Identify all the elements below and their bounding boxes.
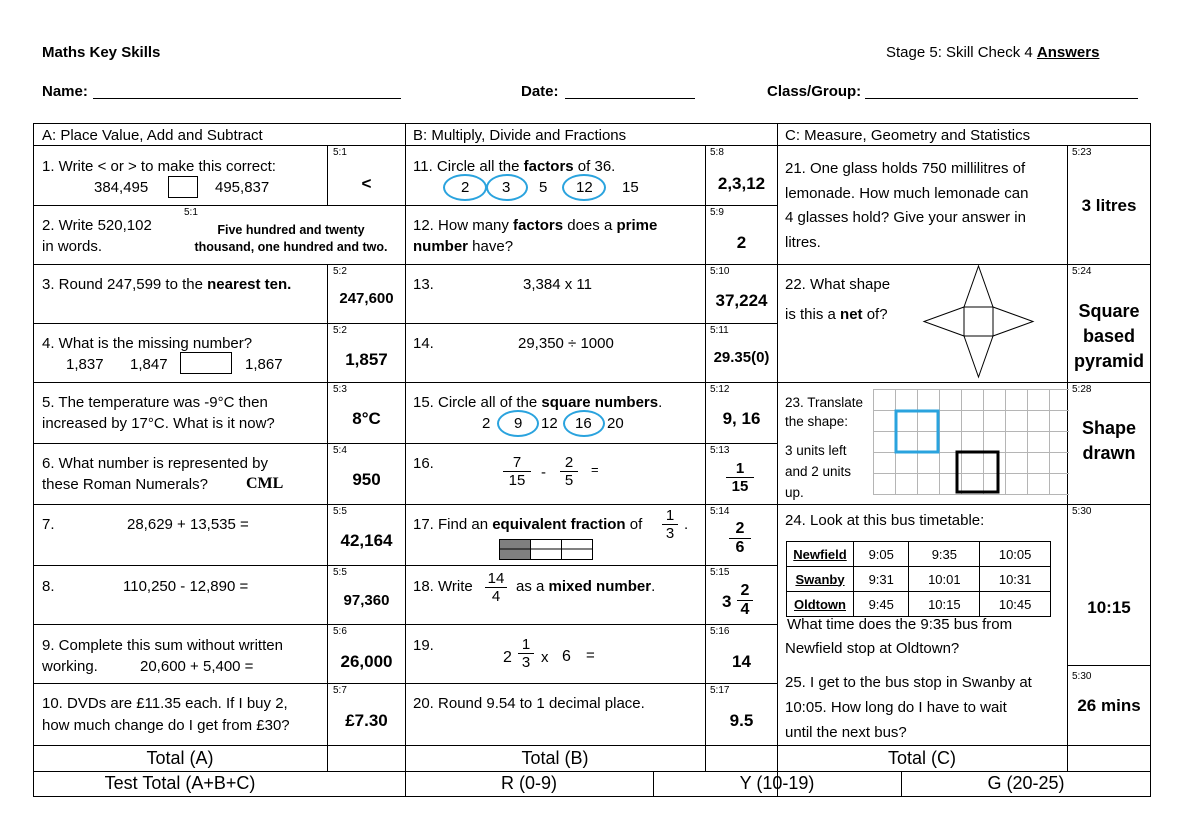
q18-code: 5:15 (710, 567, 730, 578)
q19-number: 19. (413, 637, 434, 654)
q17-fraction-bar (499, 539, 593, 560)
q22-answer-line-2: based (1082, 326, 1136, 346)
q8-number: 8. (42, 578, 55, 595)
timetable-row (787, 592, 1051, 617)
q17-fraction-numerator: 1 (662, 507, 678, 525)
q16-operator: - (541, 464, 546, 481)
date-label: Date: (521, 83, 559, 100)
timetable-stop: Swanby (787, 567, 854, 592)
q16-fraction-1 (503, 454, 531, 489)
q18-text-pre: 18. Write (413, 578, 473, 595)
q13-code: 5:10 (710, 266, 730, 277)
q14-number: 14. (413, 335, 434, 352)
q20-text: 20. Round 9.54 to 1 decimal place. (413, 695, 645, 712)
q6-roman-numeral: CML (246, 475, 284, 492)
q17-answer (729, 520, 751, 557)
q19-code: 5:16 (710, 626, 730, 637)
q2-answer (180, 222, 402, 256)
q21-line-3: 4 glasses hold? Give your answer in (785, 209, 1026, 226)
q1-right-number: 495,837 (215, 179, 270, 196)
q17-code: 5:14 (710, 506, 730, 517)
q18-answer-fraction (737, 582, 753, 619)
q23-answer (1068, 416, 1150, 466)
q16-answer (726, 460, 754, 495)
q24-question-1: What time does the 9:35 bus from (787, 616, 1013, 633)
q24-question-2: Newfield stop at Oldtown? (785, 640, 960, 657)
q20-code: 5:17 (710, 685, 730, 696)
q7-answer: 42,164 (340, 531, 393, 550)
original-square (957, 452, 998, 492)
q22-pre: is this a (785, 306, 841, 323)
q15-post: . (658, 394, 663, 411)
q23-code: 5:28 (1072, 384, 1092, 395)
name-label: Name: (42, 83, 88, 100)
q15-num-3: 12 (541, 415, 558, 432)
bus-timetable (786, 541, 1051, 617)
q15-num-2: 9 (514, 415, 523, 432)
q19-answer: 14 (732, 652, 751, 671)
q4-answer: 1,857 (345, 350, 388, 369)
class-label: Class/Group: (767, 83, 862, 100)
q15-num-4: 16 (575, 415, 592, 432)
q8-answer: 97,360 (343, 592, 390, 609)
q16-answer-denominator: 15 (731, 478, 749, 495)
q7-number: 7. (42, 516, 55, 533)
q17-text (413, 516, 642, 533)
q13-expression: 3,384 x 11 (523, 276, 592, 293)
q9-text-2: working. (42, 658, 98, 675)
q22-text-1: 22. What shape (785, 276, 891, 293)
q12-text-1 (413, 217, 657, 234)
timetable-time: 9:45 (854, 592, 909, 617)
section-b-header: B: Multiply, Divide and Fractions (413, 127, 627, 144)
q19-whole: 2 (503, 649, 512, 666)
q17-fraction-denominator: 3 (665, 525, 675, 542)
q12-pre: 12. How many (413, 217, 514, 234)
q11-num-2: 3 (502, 179, 511, 196)
q18-answer-numerator: 2 (737, 582, 753, 601)
page-title: Maths Key Skills (42, 44, 161, 61)
q19-fraction-denominator: 3 (521, 654, 531, 671)
q11-num-1: 2 (461, 179, 470, 196)
q10-code: 5:7 (333, 685, 347, 696)
q4-number-2: 1,847 (130, 356, 168, 373)
q23-text-bottom (785, 440, 851, 503)
q4-text: 4. What is the missing number? (42, 335, 253, 352)
q23-line-1: 23. Translate (785, 395, 864, 410)
q6-text-1: 6. What number is represented by (42, 455, 268, 472)
q3-answer: 247,600 (339, 290, 394, 307)
q12-bold-1: factors (513, 217, 564, 234)
q4-code: 5:2 (333, 325, 347, 336)
q14-expression: 29,350 ÷ 1000 (518, 335, 614, 352)
q16-fraction-1-numerator: 7 (503, 454, 531, 472)
q17-dot: . (684, 516, 689, 533)
q12-answer: 2 (736, 233, 747, 252)
yellow-band-label: Y (10-19) (739, 773, 815, 793)
q16-fraction-2-denominator: 5 (564, 472, 574, 489)
q25-line-1: 25. I get to the bus stop in Swanby at (785, 674, 1032, 691)
q23-line-3: 3 units left (785, 443, 847, 458)
timetable-time: 9:31 (854, 567, 909, 592)
q17-fraction (662, 507, 678, 542)
q22-text-2 (785, 306, 888, 323)
q1-answer-box[interactable] (168, 176, 198, 198)
q24-text: 24. Look at this bus timetable: (785, 512, 985, 529)
q21-answer: 3 litres (1081, 196, 1137, 215)
q19-multiplier: 6 (562, 648, 571, 665)
q3-code: 5:2 (333, 266, 347, 277)
q2-answer-line-2: thousand, one hundred and two. (194, 240, 388, 254)
timetable-time: 10:31 (980, 567, 1051, 592)
q18-mid: as a (516, 578, 549, 595)
q16-fraction-1-denominator: 15 (508, 472, 526, 489)
q12-code: 5:9 (710, 207, 724, 218)
q25-code: 5:30 (1072, 671, 1092, 682)
q4-answer-box[interactable] (180, 352, 232, 374)
q21-line-4: litres. (785, 233, 821, 251)
section-c-header: C: Measure, Geometry and Statistics (785, 127, 1031, 144)
q17-answer-numerator: 2 (729, 520, 751, 539)
q11-num-5: 15 (622, 179, 639, 196)
q3-text (42, 276, 291, 293)
q23-line-2: the shape: (785, 414, 849, 429)
q1-answer: < (361, 174, 372, 193)
q14-code: 5:11 (710, 325, 729, 336)
q11-text-bold: factors (523, 158, 574, 175)
q22-answer-line-3: pyramid (1073, 351, 1145, 371)
q10-text-1: 10. DVDs are £11.35 each. If I buy 2, (42, 695, 288, 712)
q9-answer: 26,000 (340, 652, 393, 671)
q4-number-1: 1,837 (66, 356, 104, 373)
q15-pre: 15. Circle all of the (413, 394, 542, 411)
q8-expression: 110,250 - 12,890 = (123, 578, 249, 595)
q13-answer: 37,224 (715, 291, 768, 310)
q15-bold: square numbers (541, 394, 659, 411)
q1-code: 5:1 (333, 147, 347, 158)
q17-pre: 17. Find an (413, 516, 493, 533)
q16-fraction-2-numerator: 2 (560, 454, 578, 472)
timetable-time: 9:35 (909, 542, 980, 567)
q17-post: of (625, 516, 643, 533)
q14-answer: 29.35(0) (713, 349, 770, 366)
q21-line-1: 21. One glass holds 750 millilitres of (785, 160, 1026, 177)
q16-number: 16. (413, 455, 434, 472)
q12-bold-3: number (413, 238, 469, 255)
q2-code: 5:1 (184, 207, 198, 218)
q22-answer (1068, 299, 1150, 374)
q22-code: 5:24 (1072, 266, 1092, 277)
q12-mid: does a (563, 217, 617, 234)
q22-post: of? (862, 306, 888, 323)
q9-code: 5:6 (333, 626, 347, 637)
q6-text-2: these Roman Numerals? (42, 476, 208, 493)
q11-answer: 2,3,12 (717, 174, 766, 193)
q20-answer: 9.5 (729, 711, 754, 730)
q18-fraction-denominator: 4 (491, 588, 501, 605)
q9-expression: 20,600 + 5,400 = (140, 658, 254, 675)
timetable-time: 10:05 (980, 542, 1051, 567)
q9-text-1: 9. Complete this sum without written (42, 637, 283, 654)
q19-operator: x (541, 649, 549, 666)
q11-num-4: 12 (576, 179, 593, 196)
q5-code: 5:3 (333, 384, 347, 395)
q19-equals: = (586, 647, 595, 664)
q23-answer-line-1: Shape (1081, 418, 1137, 438)
q25-line-2: 10:05. How long do I have to wait (785, 699, 1007, 716)
answers-label: Answers (1036, 44, 1100, 61)
q11-text (413, 158, 615, 175)
q24-answer: 10:15 (1087, 598, 1131, 617)
q3-text-pre: 3. Round 247,599 to the (42, 276, 208, 293)
q15-num-1: 2 (482, 415, 491, 432)
q3-text-bold: nearest ten. (207, 276, 292, 293)
q1-left-number: 384,495 (94, 179, 149, 196)
q21-text (785, 157, 1028, 255)
q12-bold-2: prime (616, 217, 658, 234)
timetable-stop: Newfield (787, 542, 854, 567)
timetable-stop: Oldtown (787, 592, 854, 617)
q23-line-4: and 2 units (785, 464, 852, 479)
q22-bold: net (840, 306, 863, 323)
q22-answer-line-1: Square (1078, 301, 1140, 321)
q2-text-1: 2. Write 520,102 (42, 217, 152, 234)
q19-fraction (518, 636, 534, 671)
q7-expression: 28,629 + 13,535 = (127, 516, 249, 533)
timetable-time: 9:05 (854, 542, 909, 567)
q6-answer: 950 (352, 470, 381, 489)
q15-num-5: 20 (607, 415, 624, 432)
green-band-label: G (20-25) (987, 773, 1065, 793)
pyramid-net-diagram (920, 264, 1035, 380)
q15-answer: 9, 16 (722, 409, 761, 428)
q6-code: 5:4 (333, 445, 347, 456)
q21-code: 5:23 (1072, 147, 1092, 158)
q11-code: 5:8 (710, 147, 724, 158)
total-c-label: Total (C) (887, 748, 956, 768)
q23-line-5: up. (785, 485, 804, 500)
timetable-row (787, 567, 1051, 592)
q16-answer-numerator: 1 (726, 460, 754, 478)
timetable-time: 10:15 (909, 592, 980, 617)
translation-grid (873, 389, 1069, 495)
q18-answer-denominator: 4 (740, 601, 750, 618)
q18-text-rest (516, 578, 655, 595)
timetable-row (787, 542, 1051, 567)
q25-line-3: until the next bus? (785, 724, 907, 741)
red-band-label: R (0-9) (500, 773, 557, 793)
stage-title-prefix: Stage 5: Skill Check 4 (886, 44, 1037, 61)
q16-fraction-2 (560, 454, 578, 489)
q1-text: 1. Write < or > to make this correct: (42, 158, 276, 175)
total-a-label: Total (A) (146, 748, 214, 768)
q10-text-2: how much change do I get from £30? (42, 717, 290, 734)
q2-text-2: in words. (42, 238, 103, 255)
q5-text-1: 5. The temperature was -9°C then (42, 394, 268, 411)
q11-num-3: 5 (539, 179, 548, 196)
q4-number-3: 1,867 (245, 356, 283, 373)
test-total-label: Test Total (A+B+C) (104, 773, 256, 793)
q18-fraction-numerator: 14 (485, 570, 507, 588)
q24-code: 5:30 (1072, 506, 1092, 517)
q2-answer-line-1: Five hundred and twenty (217, 223, 365, 237)
q17-answer-denominator: 6 (735, 539, 745, 556)
q11-text-pre: 11. Circle all the (413, 158, 524, 175)
q15-text (413, 394, 662, 411)
q16-equals: = (591, 462, 599, 477)
q11-text-post: of 36. (573, 158, 616, 175)
q18-answer-whole: 3 (722, 592, 732, 611)
q18-bold: mixed number (548, 578, 652, 595)
q5-text-2: increased by 17°C. What is it now? (42, 415, 275, 432)
q25-text (785, 670, 1032, 745)
q10-answer: £7.30 (345, 711, 388, 730)
q23-text-top (785, 393, 863, 431)
total-b-label: Total (B) (521, 748, 589, 768)
timetable-time: 10:45 (980, 592, 1051, 617)
section-a-header: A: Place Value, Add and Subtract (42, 127, 263, 144)
q7-code: 5:5 (333, 506, 347, 517)
q5-answer: 8°C (352, 409, 381, 428)
q13-number: 13. (413, 276, 434, 293)
q18-post: . (651, 578, 656, 595)
q8-code: 5:5 (333, 567, 347, 578)
q17-bold: equivalent fraction (492, 516, 626, 533)
timetable-time: 10:01 (909, 567, 980, 592)
q16-code: 5:13 (710, 445, 730, 456)
q25-answer: 26 mins (1077, 696, 1141, 715)
q19-fraction-numerator: 1 (518, 636, 534, 654)
q18-fraction (485, 570, 507, 605)
q23-answer-line-2: drawn (1082, 443, 1136, 463)
q21-line-2: lemonade. How much lemonade can (785, 184, 1029, 202)
q12-text-2 (413, 238, 513, 255)
q12-post: have? (468, 238, 514, 255)
q15-code: 5:12 (710, 384, 730, 395)
